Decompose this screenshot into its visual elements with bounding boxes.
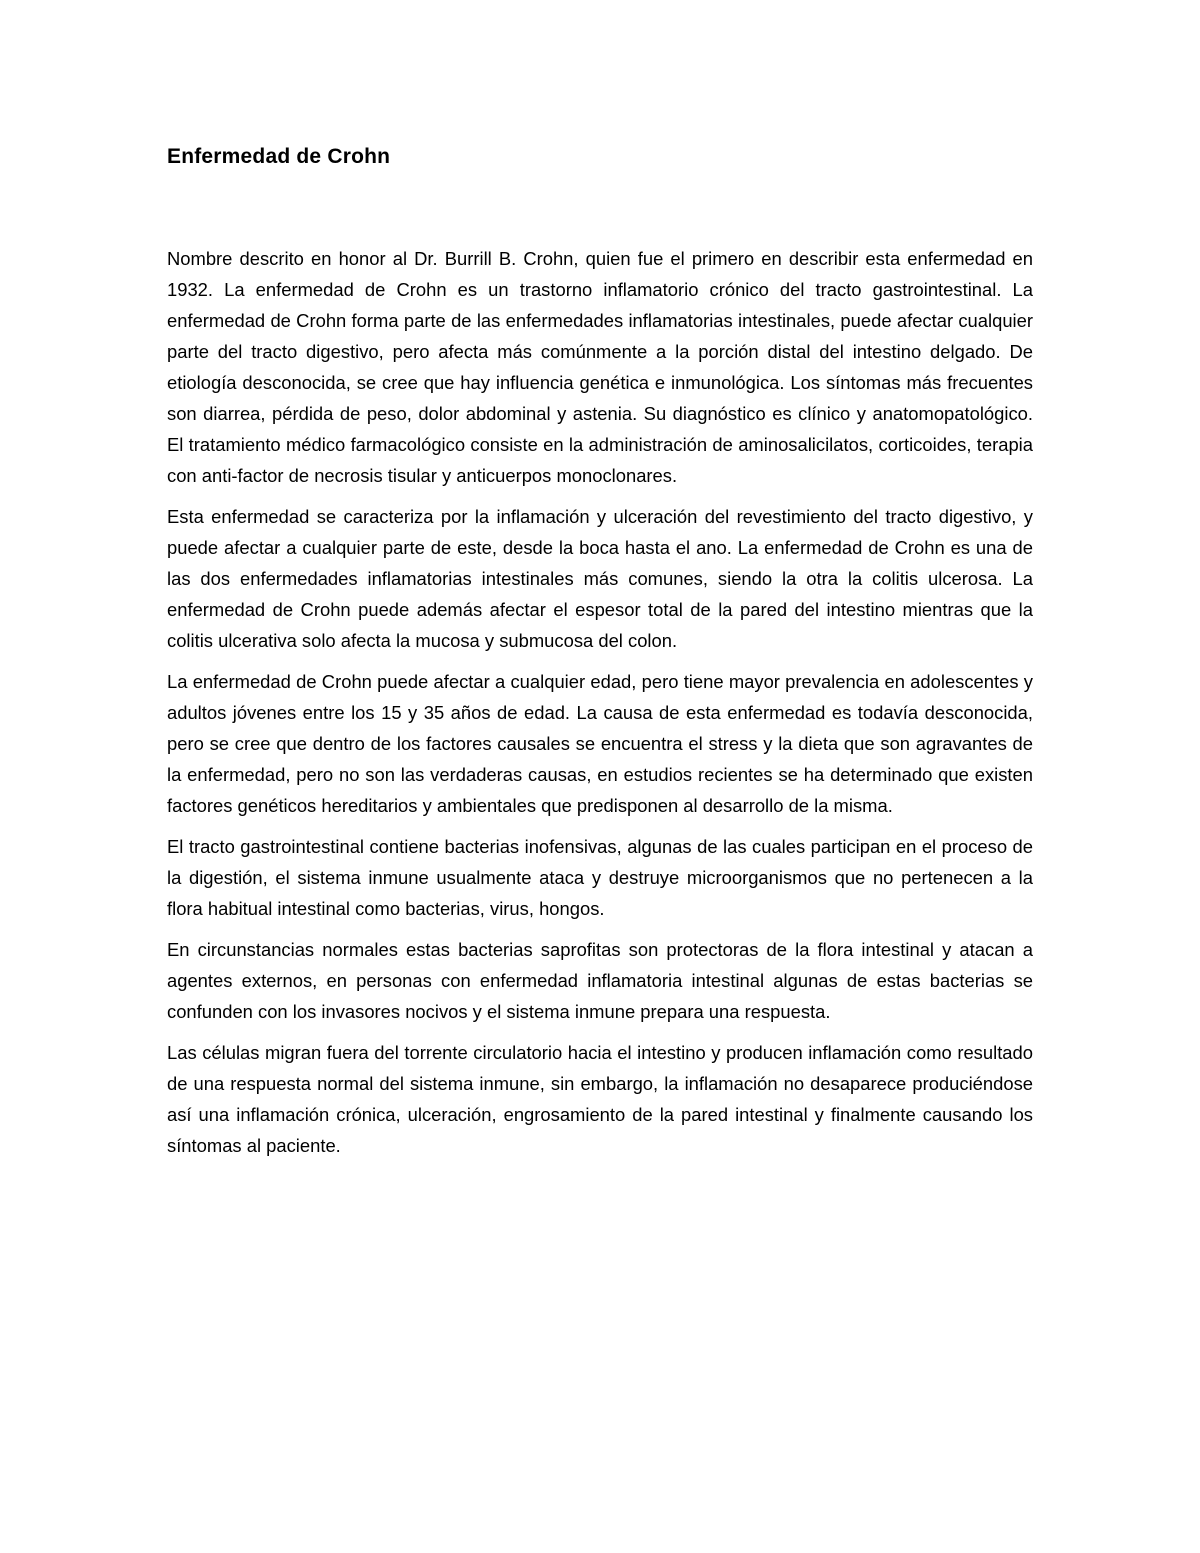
document-body [167,243,1033,1161]
paragraph-4: El tracto gastrointestinal contiene bacterias inofensivas, algunas de las cuales participan en el proceso de la digestión, el sistema inmune usualmente ataca y destruye microorganismos que no pertenecen a la flora habitual intestinal como bacterias, virus, hongos. [167,836,1033,919]
paragraph-1: Nombre descrito en honor al Dr. Burrill B. Crohn, quien fue el primero en describir esta enfermedad en 1932. La enfermedad de Crohn es un trastorno inflamatorio crónico del tracto gastrointestinal. La enfermedad de Crohn forma parte de las enfermedades inflamatorias intestinales, puede afectar cualquier parte del tracto digestivo, pero afecta más comúnmente a la porción distal del intestino delgado. De etiología desconocida, se cree que hay influencia genética e inmunológica. Los síntomas más frecuentes son diarrea, pérdida de peso, dolor abdominal y astenia. Su diagnóstico es clínico y anatomopatológico. El tratamiento médico farmacológico consiste en la administración de aminosalicilatos, corticoides, terapia con anti-factor de necrosis tisular y anticuerpos monoclonares. [167,248,1033,486]
paragraph-6: Las células migran fuera del torrente circulatorio hacia el intestino y producen inflamación como resultado de una respuesta normal del sistema inmune, sin embargo, la inflamación no desaparece produciéndose así una inflamación crónica, ulceración, engrosamiento de la pared intestinal y finalmente causando los síntomas al paciente. [167,1042,1033,1156]
document-content [167,140,1033,1171]
document-title: Enfermedad de Crohn [167,145,391,168]
paragraph-5: En circunstancias normales estas bacterias saprofitas son protectoras de la flora intestinal y atacan a agentes externos, en personas con enfermedad inflamatoria intestinal algunas de estas bacterias se confunden con los invasores nocivos y el sistema inmune prepara una respuesta. [167,939,1033,1022]
paragraph-2: Esta enfermedad se caracteriza por la inflamación y ulceración del revestimiento del tracto digestivo, y puede afectar a cualquier parte de este, desde la boca hasta el ano. La enfermedad de Crohn es una de las dos enfermedades inflamatorias intestinales más comunes, siendo la otra la colitis ulcerosa. La enfermedad de Crohn puede además afectar el espesor total de la pared del intestino mientras que la colitis ulcerativa solo afecta la mucosa y submucosa del colon. [167,506,1033,651]
paragraph-3: La enfermedad de Crohn puede afectar a cualquier edad, pero tiene mayor prevalencia en adolescentes y adultos jóvenes entre los 15 y 35 años de edad. La causa de esta enfermedad es todavía desconocida, pero se cree que dentro de los factores causales se encuentra el stress y la dieta que son agravantes de la enfermedad, pero no son las verdaderas causas, en estudios recientes se ha determinado que existen factores genéticos hereditarios y ambientales que predisponen al desarrollo de la misma. [167,671,1033,816]
